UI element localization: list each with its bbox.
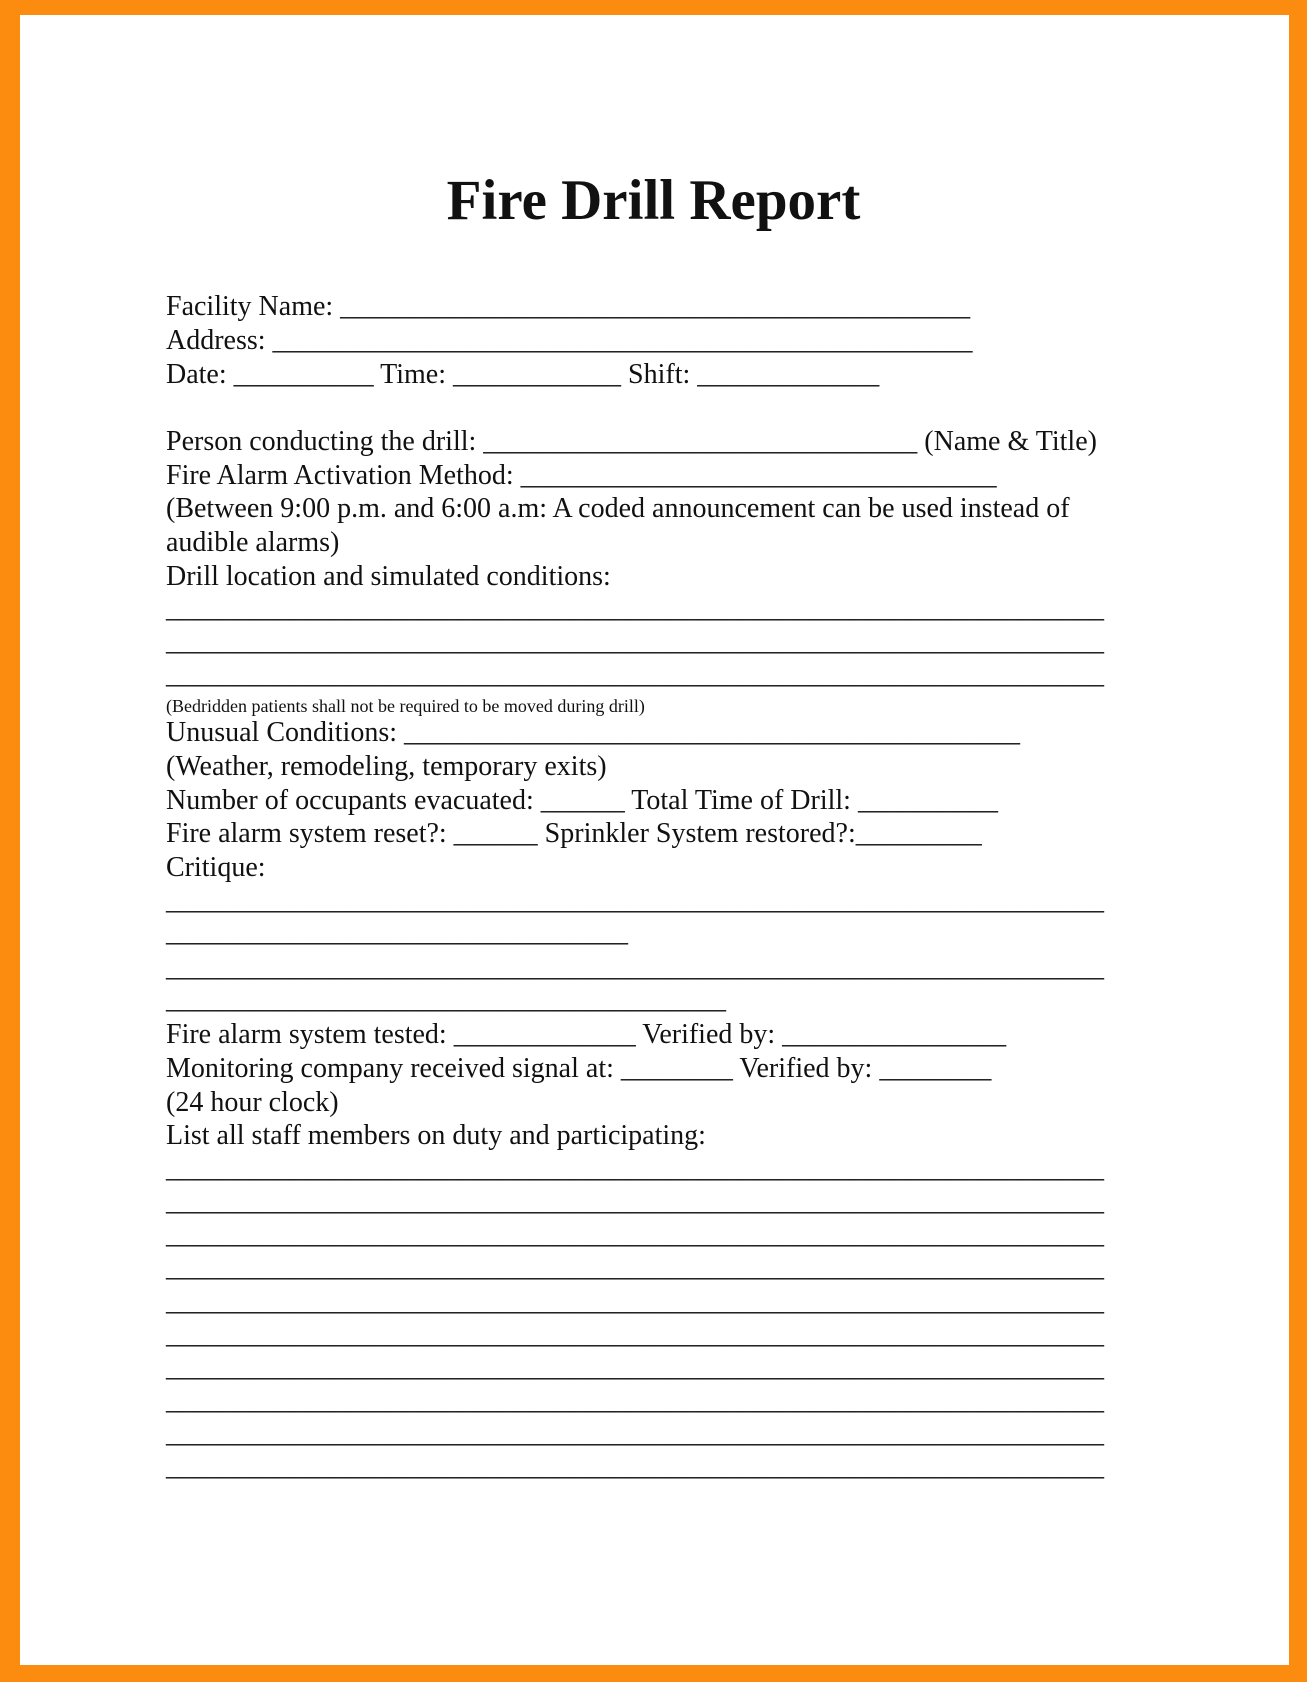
staff-line[interactable]: ___________________________________________________________________ — [166, 1252, 1104, 1283]
weather-note: (Weather, remodeling, temporary exits) — [166, 751, 607, 782]
date-time-shift-fields[interactable]: Date: __________ Time: ____________ Shift: _____________ — [166, 359, 880, 390]
staff-line[interactable]: ___________________________________________________________________ — [166, 1418, 1104, 1449]
address-field[interactable]: Address: __________________________________________________ — [166, 325, 973, 356]
occupants-total-time-fields[interactable]: Number of occupants evacuated: ______ Total Time of Drill: __________ — [166, 785, 998, 816]
staff-line[interactable]: ___________________________________________________________________ — [166, 1219, 1104, 1250]
person-conducting-field[interactable]: Person conducting the drill: _______________________________ (Name & Title) — [166, 426, 1097, 457]
form-title: Fire Drill Report — [446, 169, 861, 232]
critique-line[interactable]: ___________________________________________________________________ — [166, 885, 1104, 916]
staff-line[interactable]: ___________________________________________________________________ — [166, 1153, 1104, 1184]
drill-location-label: Drill location and simulated conditions: — [166, 561, 611, 592]
drill-location-line[interactable]: ___________________________________________________________________ — [166, 659, 1104, 690]
coded-announcement-note-cont: audible alarms) — [166, 527, 340, 558]
facility-name-field[interactable]: Facility Name: _____________________________________________ — [166, 291, 971, 322]
critique-line[interactable]: ___________________________________________________________________ — [166, 952, 1104, 983]
coded-announcement-note: (Between 9:00 p.m. and 6:00 a.m: A coded announcement can be used instead of — [166, 493, 1070, 524]
monitoring-signal-fields[interactable]: Monitoring company received signal at: ________ Verified by: ________ — [166, 1053, 992, 1084]
drill-location-line[interactable]: ___________________________________________________________________ — [166, 593, 1104, 624]
alarm-activation-field[interactable]: Fire Alarm Activation Method: __________________________________ — [166, 460, 997, 491]
staff-line[interactable]: ___________________________________________________________________ — [166, 1286, 1104, 1317]
staff-line[interactable]: ___________________________________________________________________ — [166, 1385, 1104, 1416]
staff-line[interactable]: ___________________________________________________________________ — [166, 1186, 1104, 1217]
clock-note: (24 hour clock) — [166, 1087, 339, 1118]
critique-line[interactable]: _________________________________ — [166, 917, 628, 948]
staff-line[interactable]: ___________________________________________________________________ — [166, 1319, 1104, 1350]
drill-location-line[interactable]: ___________________________________________________________________ — [166, 626, 1104, 657]
critique-line[interactable]: ________________________________________ — [166, 984, 726, 1015]
bedridden-note: (Bedridden patients shall not be required to be moved during drill) — [166, 696, 645, 716]
alarm-tested-fields[interactable]: Fire alarm system tested: _____________ Verified by: ________________ — [166, 1019, 1007, 1050]
alarm-reset-sprinkler-fields[interactable]: Fire alarm system reset?: ______ Sprinkler System restored?:_________ — [166, 818, 982, 849]
unusual-conditions-field[interactable]: Unusual Conditions: ____________________________________________ — [166, 717, 1021, 748]
staff-line[interactable]: ___________________________________________________________________ — [166, 1451, 1104, 1482]
critique-label: Critique: — [166, 852, 266, 883]
staff-line[interactable]: ___________________________________________________________________ — [166, 1352, 1104, 1383]
staff-members-label: List all staff members on duty and participating: — [166, 1120, 706, 1151]
